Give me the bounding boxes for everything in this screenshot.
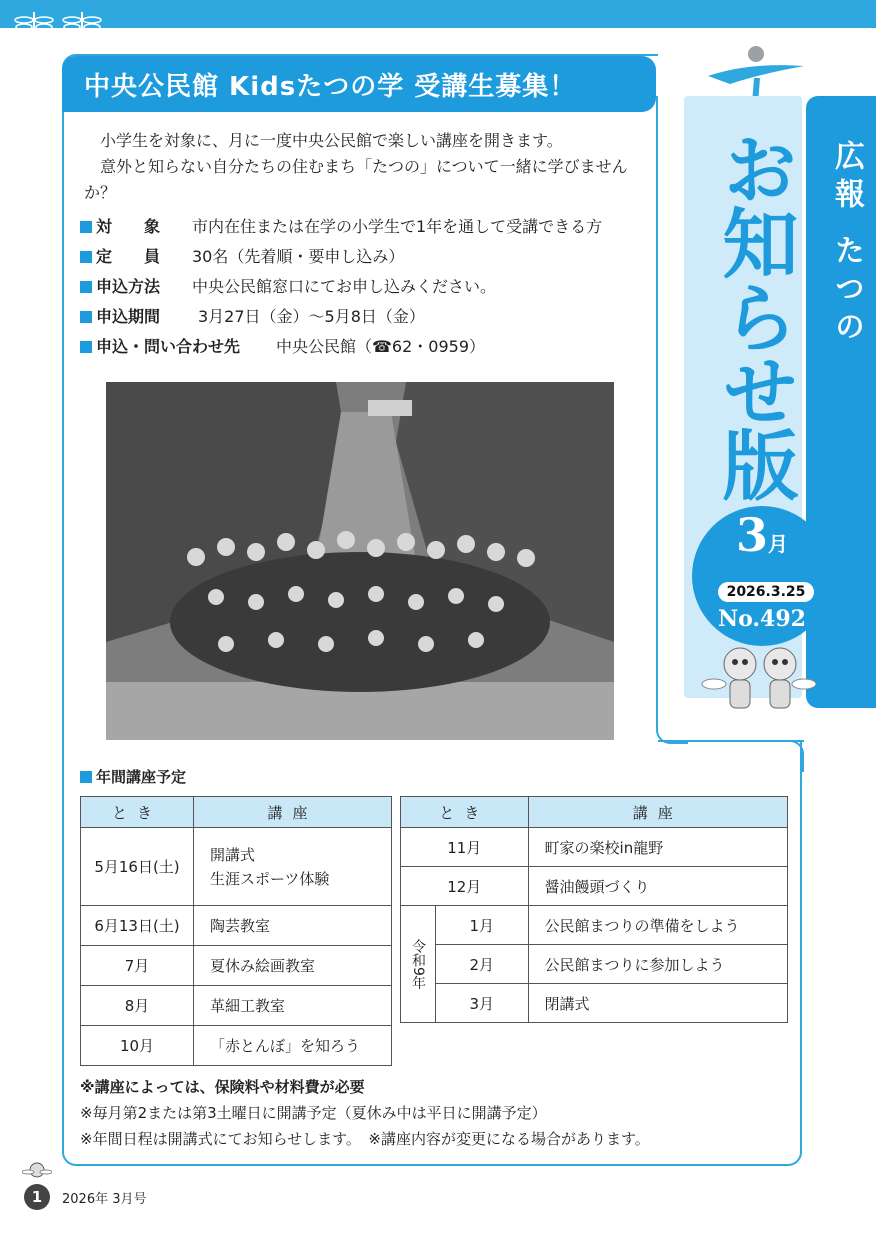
dragonfly-icon — [14, 8, 54, 48]
info-label: 申込方法 — [96, 277, 161, 296]
row-date: 1月 — [436, 906, 529, 945]
row-course: 公民館まつりの準備をしよう — [528, 906, 787, 945]
info-row-capacity — [80, 242, 660, 272]
table-row — [81, 986, 392, 1026]
square-bullet-icon — [80, 281, 92, 293]
table-row — [401, 867, 788, 906]
intro-text — [84, 128, 650, 206]
info-label: 定 員 — [96, 247, 161, 266]
square-bullet-icon — [80, 771, 92, 783]
info-row-contact — [80, 332, 660, 362]
top-band — [0, 0, 876, 28]
intro-paragraph: 小学生を対象に、月に一度中央公民館で楽しい講座を開きます。 — [100, 131, 563, 150]
schedule-heading — [80, 766, 186, 787]
issue-label: 2026年 3月号 — [62, 1192, 147, 1207]
row-date: 8月 — [81, 986, 194, 1026]
note-line: ※毎月第2または第3土曜日に開講予定（夏休み中は平日に開講予定） — [80, 1104, 547, 1122]
group-photo — [106, 382, 614, 740]
info-label: 申込・問い合わせ先 — [96, 337, 241, 356]
mascot-icon — [22, 1160, 52, 1186]
info-label: 申込期間 — [96, 307, 161, 326]
header-when: とき — [81, 797, 194, 828]
course-line: 開講式 — [210, 845, 256, 864]
header-course: 講座 — [528, 797, 787, 828]
month-suffix: 月 — [768, 532, 788, 556]
row-course — [194, 828, 392, 906]
note-line: ※講座によっては、保険料や材料費が必要 — [80, 1078, 365, 1096]
info-value: 30名（先着順・要申し込み） — [192, 247, 405, 266]
info-value: 中央公民館（☎62・0959） — [276, 337, 486, 356]
table-row — [401, 945, 788, 984]
reiwa-year-label: 令和9年 — [401, 906, 436, 1023]
issue-date: 2026.3.25 — [718, 582, 814, 602]
info-value: 3月27日（金）～5月8日（金） — [198, 307, 425, 326]
month-number: 3 — [735, 508, 768, 562]
article-title: 中央公民館 Kidsたつの学 受講生募集！ — [62, 56, 656, 112]
row-course: 「赤とんぼ」を知ろう — [194, 1026, 392, 1066]
table-row — [81, 1026, 392, 1066]
square-bullet-icon — [80, 251, 92, 263]
mascot-characters-icon — [700, 640, 818, 718]
notes — [80, 1074, 650, 1152]
info-row-method — [80, 272, 660, 302]
table-row — [81, 946, 392, 986]
course-line: 生涯スポーツ体験 — [210, 869, 330, 888]
note-line: ※年間日程は開講式にてお知らせします。 ※講座内容が変更になる場合があります。 — [80, 1130, 650, 1148]
row-date: 11月 — [401, 828, 529, 867]
schedule-table-left — [80, 796, 392, 1066]
issue-month — [692, 508, 832, 562]
table-row — [401, 828, 788, 867]
schedule-heading-text: 年間講座予定 — [96, 768, 187, 786]
info-list — [80, 212, 660, 362]
row-course: 公民館まつりに参加しよう — [528, 945, 787, 984]
info-row-period — [80, 302, 660, 332]
table-row — [81, 828, 392, 906]
table-header-row — [401, 797, 788, 828]
row-date: 6月13日(土) — [81, 906, 194, 946]
schedule-table-right — [400, 796, 788, 1023]
row-date: 12月 — [401, 867, 529, 906]
header-when: とき — [401, 797, 529, 828]
row-date: 5月16日(土) — [81, 828, 194, 906]
page-number: 1 — [24, 1184, 50, 1210]
row-date: 10月 — [81, 1026, 194, 1066]
info-row-target — [80, 212, 660, 242]
header-course: 講座 — [194, 797, 392, 828]
publication-name: 広報 たつの — [829, 140, 864, 349]
row-date: 7月 — [81, 946, 194, 986]
dragonfly-icon — [62, 8, 102, 48]
row-date: 2月 — [436, 945, 529, 984]
info-label: 対 象 — [96, 217, 161, 236]
square-bullet-icon — [80, 341, 92, 353]
info-value: 中央公民館窓口にてお申し込みください。 — [192, 277, 497, 296]
row-course: 町家の楽校in龍野 — [528, 828, 787, 867]
row-course: 革細工教室 — [194, 986, 392, 1026]
issue-number: No.492 — [718, 606, 806, 632]
row-course: 陶芸教室 — [194, 906, 392, 946]
square-bullet-icon — [80, 311, 92, 323]
table-row — [401, 906, 788, 945]
row-date: 3月 — [436, 984, 529, 1023]
table-header-row — [81, 797, 392, 828]
table-row — [401, 984, 788, 1023]
edition-title: お知らせ版 — [710, 130, 799, 500]
square-bullet-icon — [80, 221, 92, 233]
row-course: 閉講式 — [528, 984, 787, 1023]
intro-paragraph: 意外と知らない自分たちの住むまち「たつの」について一緒に学びませんか？ — [84, 157, 628, 202]
row-course: 醤油饅頭づくり — [528, 867, 787, 906]
row-course: 夏休み絵画教室 — [194, 946, 392, 986]
table-row — [81, 906, 392, 946]
info-value: 市内在住または在学の小学生で1年を通して受講できる方 — [192, 217, 603, 236]
